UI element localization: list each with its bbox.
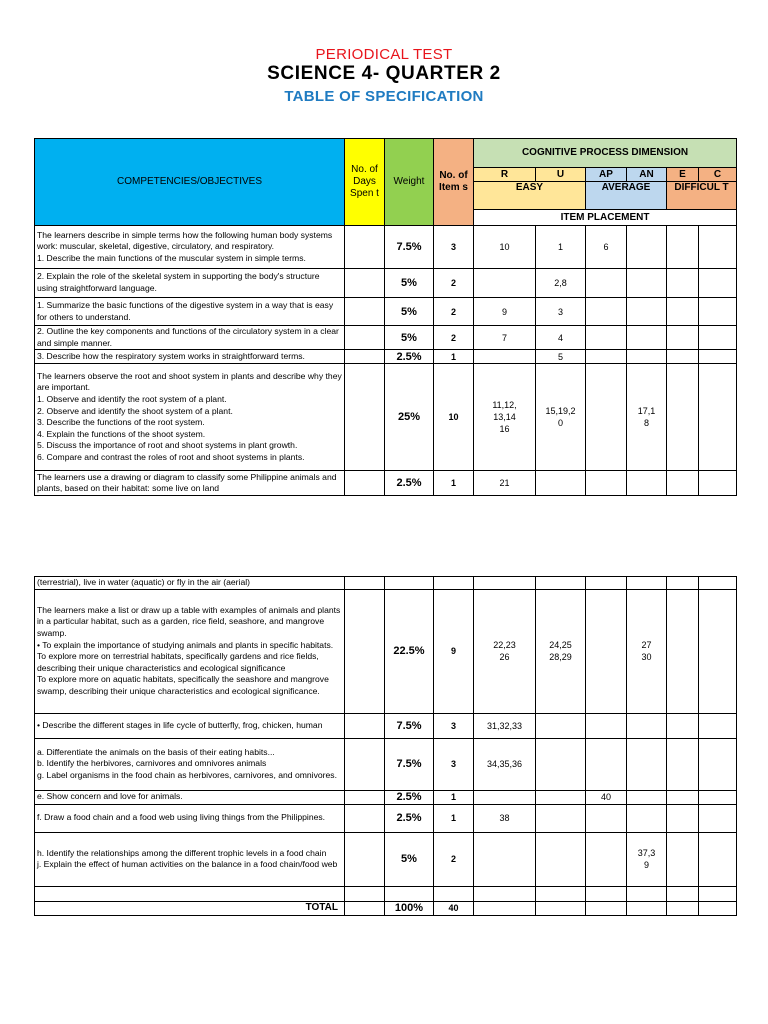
c-cell — [699, 589, 737, 713]
days-cell — [345, 471, 385, 496]
an-cell: 27 30 — [627, 589, 667, 713]
table-row — [35, 471, 737, 496]
header-r: R — [474, 168, 536, 182]
ap-cell — [586, 364, 627, 471]
an-cell — [627, 269, 667, 298]
header-e: E — [667, 168, 699, 182]
u-cell — [536, 832, 586, 886]
competency-cell: a. Differentiate the animals on the basis of their eating habits... b. Identify the herbivores, carnivores and omnivores animals g. Label organisms in the food chain as herbivores, carnivores, and omnivores. — [35, 738, 345, 790]
weight-cell: 2.5% — [385, 350, 434, 364]
e-cell — [667, 577, 699, 590]
table-row — [35, 298, 737, 326]
an-cell — [627, 226, 667, 269]
r-cell — [474, 577, 536, 590]
total-items: 40 — [434, 901, 474, 915]
total-days — [345, 901, 385, 915]
weight-cell: 22.5% — [385, 589, 434, 713]
c-cell — [699, 269, 737, 298]
u-cell — [536, 804, 586, 832]
ap-cell — [586, 738, 627, 790]
e-cell — [667, 832, 699, 886]
ap-cell — [586, 886, 627, 901]
r-cell — [474, 269, 536, 298]
days-cell — [345, 326, 385, 350]
e-cell — [667, 226, 699, 269]
weight-cell: 2.5% — [385, 804, 434, 832]
header-days-spent: No. of Days Spen t — [345, 139, 385, 226]
table-row — [35, 886, 737, 901]
total-label: TOTAL — [35, 901, 345, 915]
e-cell — [667, 298, 699, 326]
r-cell: 9 — [474, 298, 536, 326]
items-cell: 2 — [434, 832, 474, 886]
table-row — [35, 738, 737, 790]
e-cell — [667, 804, 699, 832]
table-row — [35, 713, 737, 738]
c-cell — [699, 713, 737, 738]
items-cell: 9 — [434, 589, 474, 713]
r-cell: 31,32,33 — [474, 713, 536, 738]
c-cell — [699, 298, 737, 326]
header-competencies: COMPETENCIES/OBJECTIVES — [35, 139, 345, 226]
weight-cell: 7.5% — [385, 226, 434, 269]
items-cell: 2 — [434, 326, 474, 350]
c-cell — [699, 350, 737, 364]
u-cell — [536, 471, 586, 496]
ap-cell — [586, 589, 627, 713]
an-cell: 17,1 8 — [627, 364, 667, 471]
e-cell — [667, 790, 699, 804]
an-cell — [627, 298, 667, 326]
header-an: AN — [627, 168, 667, 182]
c-cell — [699, 804, 737, 832]
e-cell — [667, 350, 699, 364]
header-weight: Weight — [385, 139, 434, 226]
items-cell: 1 — [434, 804, 474, 832]
an-cell — [627, 350, 667, 364]
u-cell — [536, 886, 586, 901]
header-c: C — [699, 168, 737, 182]
competency-cell: • Describe the different stages in life cycle of butterfly, frog, chicken, human — [35, 713, 345, 738]
r-cell: 10 — [474, 226, 536, 269]
an-cell — [627, 804, 667, 832]
ap-cell — [586, 577, 627, 590]
header-cognitive-process: COGNITIVE PROCESS DIMENSION — [474, 139, 737, 168]
days-cell — [345, 269, 385, 298]
weight-cell: 5% — [385, 269, 434, 298]
weight-cell: 7.5% — [385, 738, 434, 790]
header-difficult: DIFFICUL T — [667, 182, 737, 210]
r-cell — [474, 886, 536, 901]
u-cell — [536, 713, 586, 738]
table-row — [35, 790, 737, 804]
competency-cell: e. Show concern and love for animals. — [35, 790, 345, 804]
days-cell — [345, 832, 385, 886]
competency-cell: The learners use a drawing or diagram to classify some Philippine animals and plants, based on their habitat: some live on land — [35, 471, 345, 496]
c-cell — [699, 226, 737, 269]
u-cell: 4 — [536, 326, 586, 350]
ap-cell — [586, 804, 627, 832]
days-cell — [345, 350, 385, 364]
e-cell — [667, 471, 699, 496]
u-cell: 5 — [536, 350, 586, 364]
days-cell — [345, 589, 385, 713]
competency-cell: The learners observe the root and shoot system in plants and describe why they are important. 1. Observe and identify the root system of a plant. 2. Observe and identify the shoot system of a plant. 3. Describe the functions of the root system. 4. Explain the functions of the shoot system. 5. Discuss the importance of root and shoot systems in plant growth. 6. Compare and contrast the roles of root and shoot systems in plants. — [35, 364, 345, 471]
u-cell: 24,25 28,29 — [536, 589, 586, 713]
days-cell — [345, 790, 385, 804]
competency-cell — [35, 886, 345, 901]
u-cell: 2,8 — [536, 269, 586, 298]
ap-cell: 6 — [586, 226, 627, 269]
an-cell — [627, 790, 667, 804]
u-cell: 3 — [536, 298, 586, 326]
items-cell: 1 — [434, 471, 474, 496]
table-row — [35, 326, 737, 350]
u-cell: 1 — [536, 226, 586, 269]
ap-cell — [586, 713, 627, 738]
weight-cell: 5% — [385, 298, 434, 326]
subject-title: SCIENCE 4- QUARTER 2 — [267, 63, 501, 84]
r-cell: 7 — [474, 326, 536, 350]
c-cell — [699, 577, 737, 590]
ap-cell — [586, 298, 627, 326]
u-cell — [536, 577, 586, 590]
ap-cell — [586, 350, 627, 364]
items-cell — [434, 577, 474, 590]
items-cell: 10 — [434, 364, 474, 471]
table-row — [35, 350, 737, 364]
header-no-of-items: No. of Item s — [434, 139, 474, 226]
specification-table-part2 — [34, 576, 737, 916]
days-cell — [345, 298, 385, 326]
u-cell: 15,19,2 0 — [536, 364, 586, 471]
days-cell — [345, 713, 385, 738]
total-row — [35, 901, 737, 915]
weight-cell: 2.5% — [385, 790, 434, 804]
an-cell — [627, 326, 667, 350]
c-cell — [699, 364, 737, 471]
e-cell — [667, 269, 699, 298]
table-row — [35, 226, 737, 269]
table-row — [35, 364, 737, 471]
r-cell — [474, 832, 536, 886]
r-cell — [474, 790, 536, 804]
r-cell: 34,35,36 — [474, 738, 536, 790]
table-row — [35, 832, 737, 886]
days-cell — [345, 738, 385, 790]
weight-cell — [385, 886, 434, 901]
weight-cell: 5% — [385, 832, 434, 886]
days-cell — [345, 804, 385, 832]
table-row — [35, 589, 737, 713]
specification-table-part1 — [34, 138, 737, 496]
days-cell — [345, 886, 385, 901]
competency-cell: 2. Explain the role of the skeletal system in supporting the body's structure using straightforward language. — [35, 269, 345, 298]
weight-cell: 7.5% — [385, 713, 434, 738]
c-cell — [699, 738, 737, 790]
c-cell — [699, 832, 737, 886]
items-cell: 3 — [434, 713, 474, 738]
days-cell — [345, 364, 385, 471]
an-cell — [627, 471, 667, 496]
header-u: U — [536, 168, 586, 182]
items-cell: 2 — [434, 298, 474, 326]
competency-cell: The learners describe in simple terms how the following human body systems work: muscular, skeletal, digestive, circulatory, and respiratory. 1. Describe the main functions of the muscular system in simple terms. — [35, 226, 345, 269]
e-cell — [667, 589, 699, 713]
document-subtitle: TABLE OF SPECIFICATION — [284, 88, 484, 105]
r-cell: 38 — [474, 804, 536, 832]
an-cell — [627, 713, 667, 738]
weight-cell: 5% — [385, 326, 434, 350]
an-cell — [627, 738, 667, 790]
weight-cell: 2.5% — [385, 471, 434, 496]
items-cell: 2 — [434, 269, 474, 298]
an-cell — [627, 886, 667, 901]
r-cell: 11,12, 13,14 16 — [474, 364, 536, 471]
ap-cell: 40 — [586, 790, 627, 804]
competency-cell: 1. Summarize the basic functions of the digestive system in a way that is easy for others to understand. — [35, 298, 345, 326]
ap-cell — [586, 471, 627, 496]
competency-cell: 2. Outline the key components and functions of the circulatory system in a clear and simple manner. — [35, 326, 345, 350]
days-cell — [345, 226, 385, 269]
c-cell — [699, 886, 737, 901]
ap-cell — [586, 326, 627, 350]
test-title: PERIODICAL TEST — [315, 46, 453, 63]
an-cell: 37,3 9 — [627, 832, 667, 886]
e-cell — [667, 738, 699, 790]
total-weight: 100% — [385, 901, 434, 915]
table-row — [35, 269, 737, 298]
e-cell — [667, 364, 699, 471]
competency-cell: (terrestrial), live in water (aquatic) or fly in the air (aerial) — [35, 577, 345, 590]
e-cell — [667, 886, 699, 901]
items-cell — [434, 886, 474, 901]
competency-cell: h. Identify the relationships among the different trophic levels in a food chain j. Explain the effect of human activities on the balance in a food chain/food web — [35, 832, 345, 886]
items-cell: 3 — [434, 226, 474, 269]
competency-cell: The learners make a list or draw up a table with examples of animals and plants in a particular habitat, such as a garden, rice field, seashore, and mangrove swamp. • To explain the importance of studying animals and plants in specific habitats. To explore more on terrestrial habitats, specifically gardens and rice fields, describing their unique characteristics and ecological significance To explore more on aquatic habitats, specifically the seashore and mangrove swamp, describing their unique characteristics and ecological significance. — [35, 589, 345, 713]
r-cell: 21 — [474, 471, 536, 496]
header-item-placement: ITEM PLACEMENT — [474, 210, 737, 226]
items-cell: 1 — [434, 350, 474, 364]
r-cell: 22,23 26 — [474, 589, 536, 713]
table-row — [35, 577, 737, 590]
ap-cell — [586, 832, 627, 886]
ap-cell — [586, 269, 627, 298]
header-average: AVERAGE — [586, 182, 667, 210]
e-cell — [667, 326, 699, 350]
c-cell — [699, 790, 737, 804]
c-cell — [699, 471, 737, 496]
an-cell — [627, 577, 667, 590]
weight-cell — [385, 577, 434, 590]
items-cell: 3 — [434, 738, 474, 790]
header-easy: EASY — [474, 182, 586, 210]
c-cell — [699, 326, 737, 350]
e-cell — [667, 713, 699, 738]
header-ap: AP — [586, 168, 627, 182]
items-cell: 1 — [434, 790, 474, 804]
days-cell — [345, 577, 385, 590]
table-row — [35, 804, 737, 832]
r-cell — [474, 350, 536, 364]
u-cell — [536, 738, 586, 790]
competency-cell: 3. Describe how the respiratory system works in straightforward terms. — [35, 350, 345, 364]
competency-cell: f. Draw a food chain and a food web using living things from the Philippines. — [35, 804, 345, 832]
weight-cell: 25% — [385, 364, 434, 471]
u-cell — [536, 790, 586, 804]
